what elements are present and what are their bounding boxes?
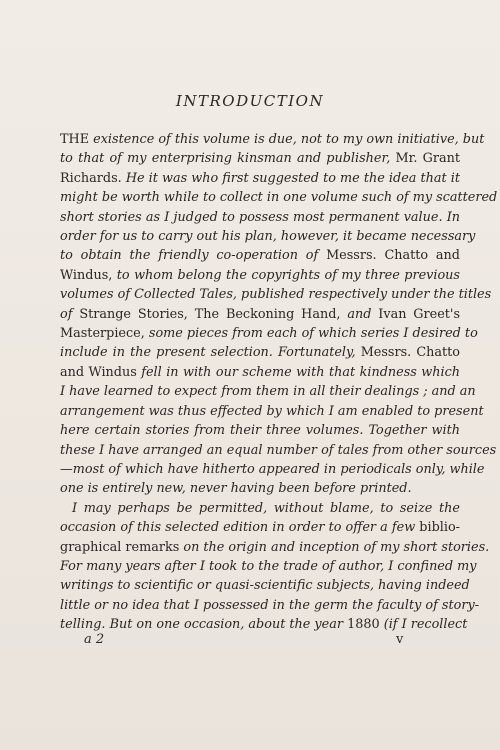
text-line (60, 479, 460, 498)
text-run: Richards. (60, 170, 122, 186)
text-line (60, 576, 470, 595)
text-line (60, 188, 498, 207)
text-line (60, 285, 492, 304)
text-line (60, 266, 460, 285)
text-run: I have learned to expect from them in all their dealings ; and an (60, 384, 476, 400)
text-run: biblio- (419, 520, 460, 536)
text-run: 1880 (347, 617, 380, 633)
signature-mark: a 2 (84, 632, 105, 647)
text-run: order for us to carry out his plan, however, it became necessary (60, 229, 476, 245)
text-run: Messrs. Chatto (360, 345, 460, 361)
text-line (60, 441, 497, 460)
text-run: occasion of this selected edition in order to offer a few (60, 520, 420, 536)
text-run: little or no idea that I possessed in the germ the faculty of story- (60, 597, 480, 613)
text-line (60, 149, 460, 168)
text-run: telling. But on one occasion, about the year (60, 617, 348, 633)
text-run: Mr. Grant (395, 151, 460, 167)
text-run: For many years after I took to the trade of author, I confined my (60, 558, 477, 574)
text-line (60, 557, 477, 576)
text-run: —most of which have hitherto appeared in periodicals only, while (60, 461, 485, 477)
text-run: Masterpiece, (60, 326, 145, 342)
page-number: v (396, 632, 404, 647)
page-title: INTRODUCTION (175, 92, 325, 110)
text-line (60, 246, 460, 265)
text-line (60, 169, 460, 188)
text-run: He it was who first suggested to me the idea that it (121, 170, 460, 186)
text-run: volumes of Collected Tales, published respectively under the titles (60, 287, 492, 303)
text-line (60, 130, 485, 149)
text-run: (if I recollect (379, 617, 468, 633)
text-run: these I have arranged an equal number of tales from other sources (60, 442, 497, 458)
text-run: existence of this volume is due, not to my own initiative, but (89, 132, 485, 147)
body-text (60, 130, 498, 635)
text-run: of (60, 306, 80, 322)
text-run: to whom belong the copyrights of my three previous (112, 267, 460, 283)
text-run: and (340, 306, 379, 322)
text-line (60, 421, 460, 440)
text-run: I may perhaps be permitted, without blame, to seize the (72, 500, 460, 516)
text-line (60, 382, 476, 401)
text-run: arrangement was thus effected by which I am enabled to present (60, 403, 484, 419)
text-line (60, 402, 484, 421)
text-run: some pieces from each of which series I desired to (144, 326, 478, 342)
text-run: include in the present selection. Fortunately, (60, 345, 361, 361)
text-run: one is entirely new, never having been before printed. (60, 481, 412, 497)
text-run: on the origin and inception of my short stories. (179, 539, 490, 555)
text-line (60, 596, 480, 615)
text-line (60, 460, 485, 479)
text-line (60, 538, 490, 557)
text-run: THE (60, 132, 90, 147)
text-run: Ivan Greet's (378, 306, 461, 322)
text-run: here certain stories from their three volumes. Together with (60, 423, 460, 439)
text-run: might be worth while to collect in one volume such of my scattered (60, 190, 498, 206)
text-line (60, 305, 460, 324)
text-run: to that of my enterprising kinsman and publisher, (60, 151, 396, 167)
text-line (60, 363, 460, 382)
text-line (60, 499, 460, 518)
text-line (60, 208, 460, 227)
text-run: and Windus (60, 364, 137, 380)
text-run: Windus, (60, 267, 113, 283)
text-run: writings to scientific or quasi-scientific subjects, having indeed (60, 578, 470, 594)
text-line (60, 227, 476, 246)
text-line (60, 518, 460, 537)
text-run: graphical remarks (60, 539, 180, 555)
text-line (60, 324, 478, 343)
text-run: Strange Stories, The Beckoning Hand, (79, 306, 341, 322)
text-run: fell in with our scheme with that kindness which (136, 364, 460, 380)
text-run: to obtain the friendly co-operation of (60, 248, 327, 264)
text-run: Messrs. Chatto and (326, 248, 460, 264)
text-run: short stories as I judged to possess most permanent value. In (60, 209, 460, 225)
text-line (60, 343, 460, 362)
